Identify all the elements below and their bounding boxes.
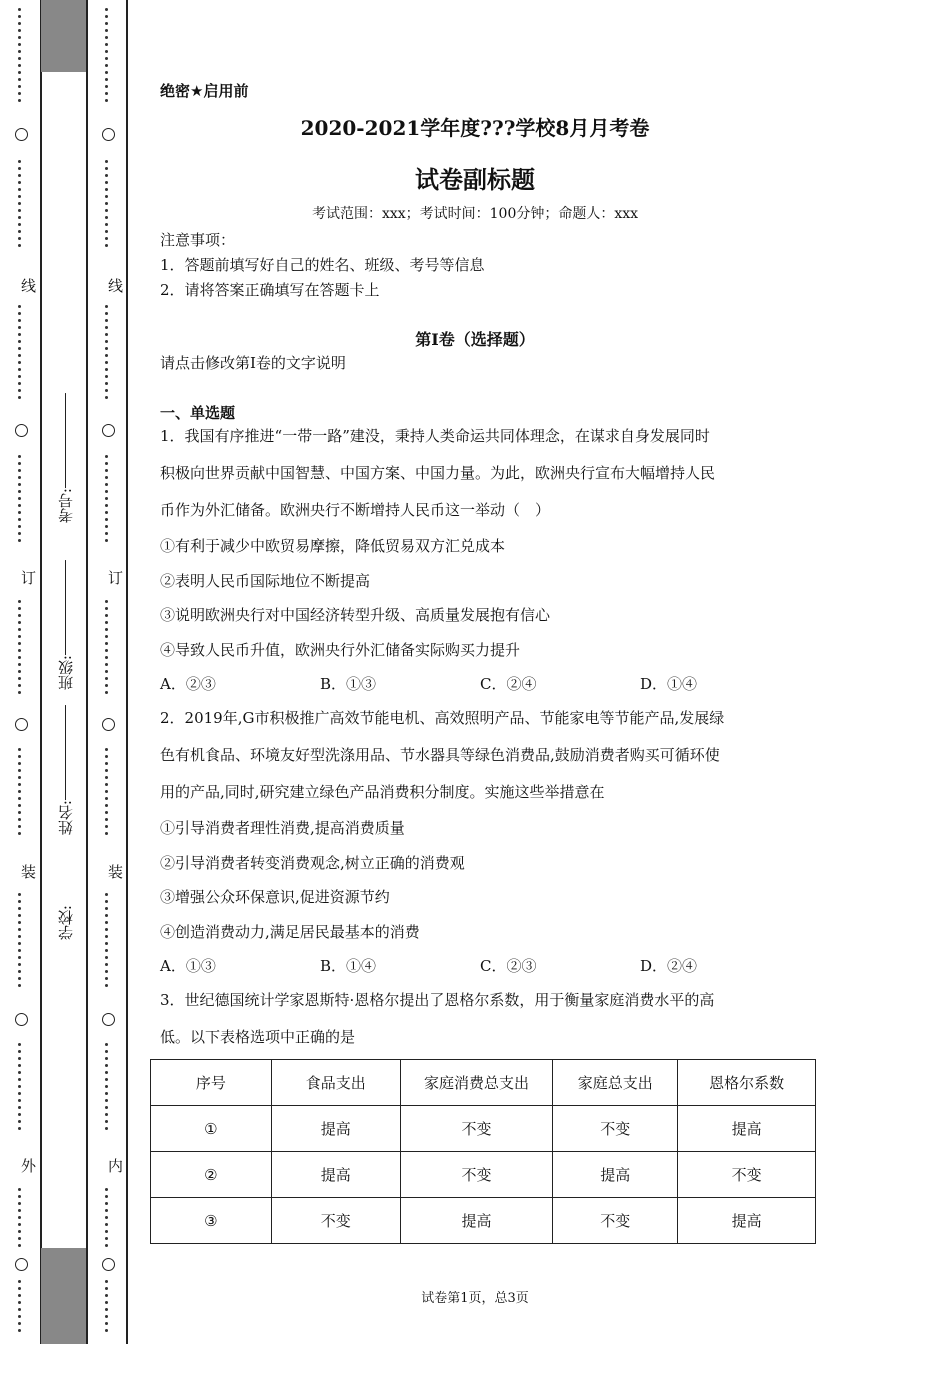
options-row — [160, 949, 800, 983]
margin-char-outer: 外 — [19, 1158, 37, 1173]
table-header-row — [151, 1060, 816, 1106]
field-class[interactable] — [55, 560, 79, 690]
circle-mark — [102, 1013, 115, 1026]
table-header-cell: 家庭总支出 — [553, 1060, 678, 1106]
table-row — [151, 1106, 816, 1152]
table-cell: 提高 — [271, 1106, 400, 1152]
statement: ④创造消费动力,满足居民最基本的消费 — [160, 922, 420, 941]
table-cell: 提高 — [400, 1198, 553, 1244]
margin-char-bind: 订 — [19, 570, 37, 585]
table-header-cell: 食品支出 — [271, 1060, 400, 1106]
question-stem-line: 色有机食品、环境友好型洗涤用品、节水器具等绿色消费品,鼓励消费者购买可循环使 — [160, 746, 720, 764]
margin-outer-column — [6, 0, 36, 1344]
field-exam-number[interactable] — [55, 393, 79, 523]
table-cell: 提高 — [678, 1198, 816, 1244]
field-school-label: 学校: — [57, 905, 75, 941]
notes-item: 1．答题前填写好自己的姓名、班级、考号等信息 — [160, 256, 485, 274]
question-stem-line: 币作为外汇储备。欧洲央行不断增持人民币这一举动（ ） — [160, 501, 551, 519]
margin-bar-top — [41, 0, 86, 72]
table-cell: 不变 — [400, 1152, 553, 1198]
option-c[interactable]: C．②③ — [480, 957, 537, 975]
statement: ③说明欧洲央行对中国经济转型升级、高质量发展抱有信心 — [160, 606, 551, 624]
circle-mark — [102, 424, 115, 437]
statement: ③增强公众环保意识,促进资源节约 — [160, 888, 390, 906]
secret-label: 绝密★启用前 — [160, 82, 249, 100]
field-name-label: 姓名: — [57, 800, 75, 836]
field-name[interactable] — [55, 705, 79, 835]
margin-char-line-inner: 线 — [106, 278, 124, 293]
question-stem-line: 低。以下表格选项中正确的是 — [160, 1028, 356, 1046]
exam-title: 2020-2021学年度???学校8月月考卷 — [300, 116, 650, 140]
circle-mark — [15, 128, 28, 141]
options-row — [160, 667, 800, 701]
volume-title: 第I卷（选择题） — [415, 330, 535, 349]
circle-mark — [15, 718, 28, 731]
question-stem-line: 用的产品,同时,研究建立绿色产品消费积分制度。实施这些举措意在 — [160, 783, 605, 801]
option-c[interactable]: C．②④ — [480, 675, 537, 693]
margin-inner-column — [93, 0, 123, 1344]
question-stem-line: 积极向世界贡献中国智慧、中国方案、中国力量。为此，欧洲央行宣布大幅增持人民 — [160, 464, 716, 482]
field-class-label: 班级: — [57, 655, 75, 691]
engel-table — [150, 1059, 816, 1244]
table-cell: 不变 — [553, 1106, 678, 1152]
table-cell: 提高 — [553, 1152, 678, 1198]
statement: ②引导消费者转变消费观念,树立正确的消费观 — [160, 853, 465, 872]
section-heading: 一、单选题 — [160, 404, 236, 422]
table-row — [151, 1152, 816, 1198]
table-cell: 不变 — [553, 1198, 678, 1244]
question-1 — [160, 418, 800, 701]
notes-heading: 注意事项： — [160, 231, 236, 249]
circle-mark — [15, 424, 28, 437]
field-exam-number-label: 考号: — [57, 488, 75, 524]
statement: ①引导消费者理性消费,提高消费质量 — [160, 819, 405, 837]
question-2 — [160, 700, 800, 983]
notes-item: 2．请将答案正确填写在答题卡上 — [160, 281, 380, 299]
page-footer: 试卷第1页，总3页 — [421, 1291, 529, 1306]
table-header-cell: 家庭消费总支出 — [400, 1060, 553, 1106]
statement: ①有利于减少中欧贸易摩擦，降低贸易双方汇兑成本 — [160, 537, 506, 555]
table-header-cell: 序号 — [151, 1060, 272, 1106]
option-a[interactable]: A．①③ — [160, 957, 216, 975]
margin-char-seal-inner: 装 — [106, 864, 124, 879]
option-d[interactable]: D．①④ — [640, 675, 698, 693]
table-cell: 提高 — [271, 1152, 400, 1198]
table-cell: 不变 — [400, 1106, 553, 1152]
circle-mark — [102, 718, 115, 731]
margin-char-inner: 内 — [106, 1158, 124, 1173]
margin-char-bind-inner: 订 — [106, 570, 124, 585]
volume-description: 请点击修改第I卷的文字说明 — [160, 354, 346, 372]
question-stem-line: 1．我国有序推进“一带一路”建没，秉持人类命运共同体理念，在谋求自身发展同时 — [160, 427, 710, 445]
table-cell: 不变 — [678, 1152, 816, 1198]
margin-char-seal: 装 — [19, 864, 37, 879]
table-cell: ① — [151, 1106, 272, 1152]
margin-rule-right — [126, 0, 128, 1344]
question-stem-line: 2．2019年,G市积极推广高效节能电机、高效照明产品、节能家电等节能产品,发展绿 — [160, 709, 725, 727]
option-a[interactable]: A．②③ — [160, 675, 216, 693]
statement: ④导致人民币升值，欧洲央行外汇储备实际购买力提升 — [160, 640, 521, 659]
option-d[interactable]: D．②④ — [640, 957, 698, 975]
margin-rule-left — [40, 0, 42, 1344]
notes-block — [160, 228, 485, 303]
option-b[interactable]: B．①④ — [320, 957, 377, 975]
circle-mark — [102, 128, 115, 141]
table-cell: ② — [151, 1152, 272, 1198]
table-row — [151, 1198, 816, 1244]
exam-subtitle: 试卷副标题 — [415, 166, 535, 194]
margin-rule-mid — [86, 0, 88, 1344]
question-3 — [160, 982, 800, 1056]
table-header-cell: 恩格尔系数 — [678, 1060, 816, 1106]
exam-meta: 考试范围：xxx；考试时间：100分钟；命题人：xxx — [311, 206, 639, 222]
table-cell: 不变 — [271, 1198, 400, 1244]
circle-mark — [102, 1258, 115, 1271]
table-cell: ③ — [151, 1198, 272, 1244]
circle-mark — [15, 1013, 28, 1026]
table-cell: 提高 — [678, 1106, 816, 1152]
option-b[interactable]: B．①③ — [320, 675, 377, 693]
circle-mark — [15, 1258, 28, 1271]
field-school[interactable] — [55, 905, 79, 940]
question-stem-line: 3．世纪德国统计学家恩斯特·恩格尔提出了恩格尔系数，用于衡量家庭消费水平的高 — [160, 991, 715, 1009]
statement: ②表明人民币国际地位不断提高 — [160, 571, 371, 590]
margin-char-line: 线 — [19, 278, 37, 293]
